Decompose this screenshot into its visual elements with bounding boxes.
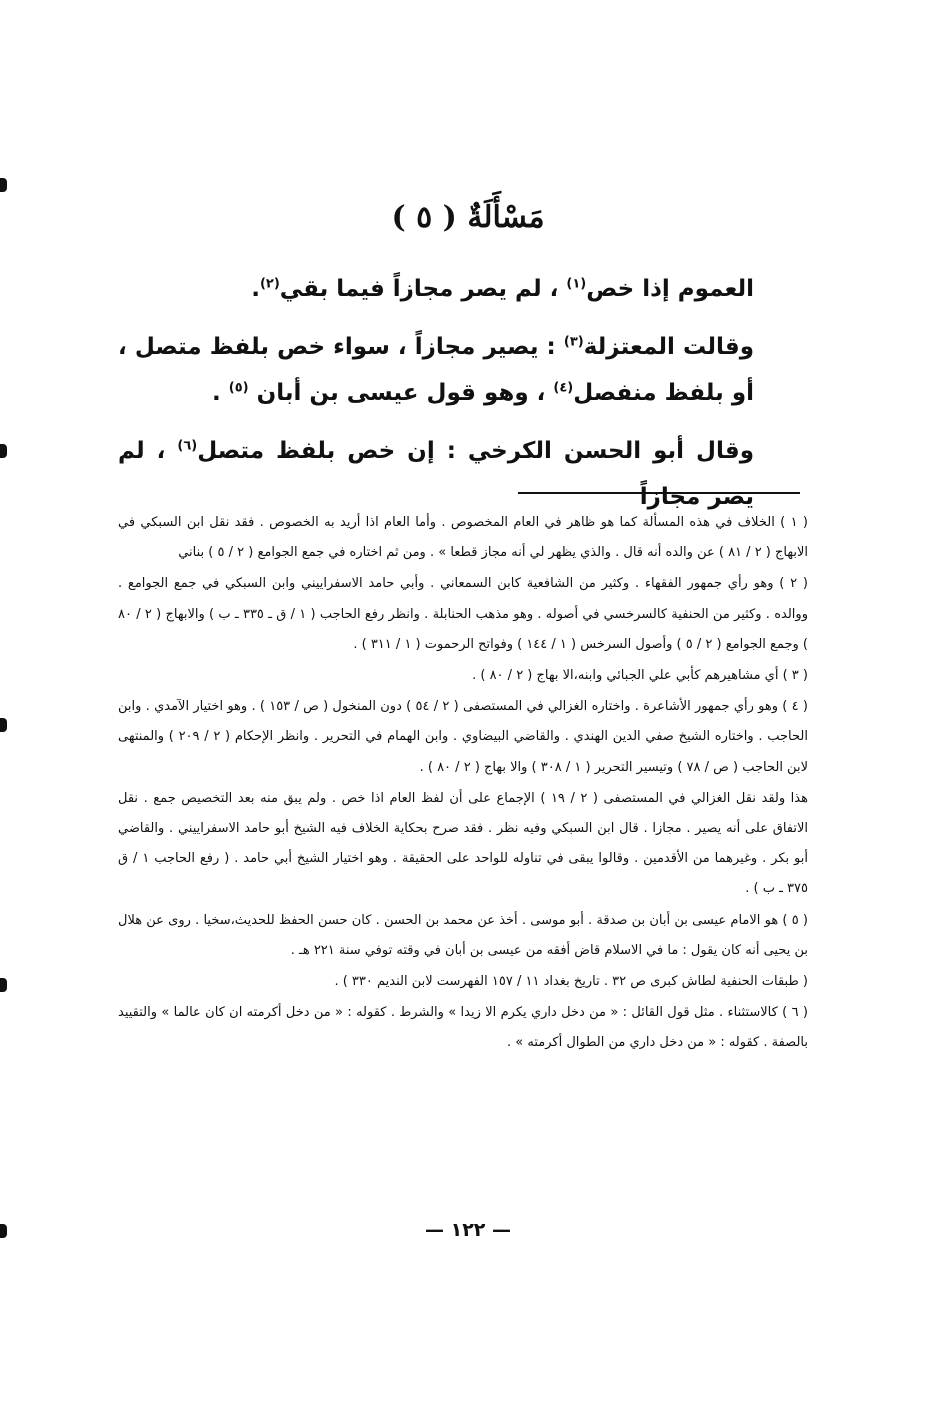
text-run: . [211, 380, 229, 406]
main-paragraph [118, 324, 754, 416]
footnote: ( ٦ ) كالاستثناء . مثل قول القائل : « من دخل داري يكرم الا زيدا » والشرط . كقوله : « من دخل أكرمته ان كان عالما » والتقييد بالصفة . كقوله : « من دخل داري من الطوال أكرمته » . [118, 1005, 808, 1051]
text-run: : يصير مجازاً ، سواء خص بلفظ متصل ، أو بلفظ منفصل [118, 334, 754, 406]
main-paragraph [118, 428, 754, 520]
footnote-ref: (٦) [177, 438, 198, 454]
scan-edge-mark [0, 718, 7, 732]
text-run: ، وهو قول عيسى بن أبان [248, 380, 554, 406]
footnote-ref: (١) [566, 276, 587, 292]
footnote-ref: (٤) [553, 380, 574, 396]
text-run: ، لم يصر مجازاً [118, 438, 754, 510]
footnote-ref: (٣) [563, 334, 584, 350]
scan-edge-mark [0, 444, 7, 458]
footnote: ( ٣ ) أي مشاهيرهم كأبي علي الجبائي وابنه،الا بهاج ( ٢ / ٨٠ ) . [472, 668, 808, 684]
footnote-ref: (٢) [259, 276, 280, 292]
footnote: ( ٤ ) وهو رأي جمهور الأشاعرة . واختاره الغزالي في المستصفى ( ٢ / ٥٤ ) دون المنخول ( ص / ١٥٣ ) . وهو اختيار الآمدي . وابن الحاجب . واختاره الشيخ صفي الدين الهندي . والقاضي البيضاوي . وابن الهمام في التحرير . وانظر الإحكام ( ٢ / ٢٠٩ ) والمنتهى لابن الحاجب ( ص / ٧٨ ) وتيسير التحرير ( ١ / ٣٠٨ ) والا بهاج ( ٢ / ٨٠ ) . [118, 699, 808, 775]
page-number: — ١٢٢ — [424, 1219, 512, 1241]
footnote: ( طبقات الحنفية لطاش كبرى ص ٣٢ . تاريخ بغداد ١١ / ١٥٧ الفهرست لابن النديم ٣٣٠ ) . [334, 974, 808, 990]
footnote-ref: (٥) [228, 380, 249, 396]
text-run: ، لم يصر مجازاً فيما بقي [279, 276, 567, 302]
footnote: ( ١ ) الخلاف في هذه المسألة كما هو ظاهر في العام المخصوص . وأما العام اذا أريد به الخصوص . فقد نقل ابن السبكي في الابهاج ( ٢ / ٨١ ) عن والده أنه قال . والذي يظهر لي أنه مجاز قطعا » . ومن ثم اختاره في جمع الجوامع ( ٢ / ٥ ) بناني [118, 515, 808, 561]
text-run: وقالت المعتزلة [583, 334, 755, 360]
text-run: . [251, 276, 260, 302]
scan-edge-mark [0, 978, 7, 992]
footnote: هذا ولقد نقل الغزالي في المستصفى ( ٢ / ١٩ ) الإجماع على أن لفظ العام اذا خص . ولم يبق منه بعد التخصيص جمع . نقل الاتفاق على أنه يصير . مجازا . قال ابن السبكي وفيه نظر . فقد صرح بحكاية الخلاف فيه الشيخ أبو حامد الاسفراييني . والقاضي أبو بكر . وغيرهما من الأقدمين . وقالوا يبقى في تناوله للواحد على الحقيقة . وهو اختيار الشيخ أبي حامد . ( رفع الحاجب ١ / ق ٣٧٥ ـ ب ) . [118, 790, 808, 897]
text-run: العموم إذا خص [586, 276, 754, 302]
main-paragraph [118, 266, 754, 312]
footnote: ( ٢ ) وهو رأي جمهور الفقهاء . وكثير من الشافعية كابن السمعاني . وأبي حامد الاسفراييني وابن السبكي في جمع الجوامع . ووالده . وكثير من الحنفية كالسرخسي في أصوله . وهو مذهب الحنابلة . وانظر رفع الحاجب ( ١ / ق ـ ٣٣٥ ـ ب ) والابهاج ( ٢ / ٨٠ ) وجمع الجوامع ( ٢ / ٥ ) وأصول السرخس ( ١ / ١٤٤ ) وفواتح الرحموت ( ١ / ٣١١ ) . [118, 576, 808, 652]
footnotes [118, 508, 808, 1060]
issue-heading: مَسْأَلَةٌ ( ٥ ) [391, 200, 545, 235]
footnote-separator [518, 492, 800, 494]
text-run: وقال أبو الحسن الكرخي : إن خص بلفظ متصل [197, 438, 754, 464]
scan-edge-mark [0, 178, 7, 192]
footnote: ( ٥ ) هو الامام عيسى بن أبان بن صدقة . أبو موسى . أخذ عن محمد بن الحسن . كان حسن الحفظ للحديث،سخيا . روى عن هلال بن يحيى أنه كان يقول : ما في الاسلام قاض أفقه من عيسى بن أبان في وقته توفي سنة ٢٢١ هـ . [118, 912, 808, 958]
